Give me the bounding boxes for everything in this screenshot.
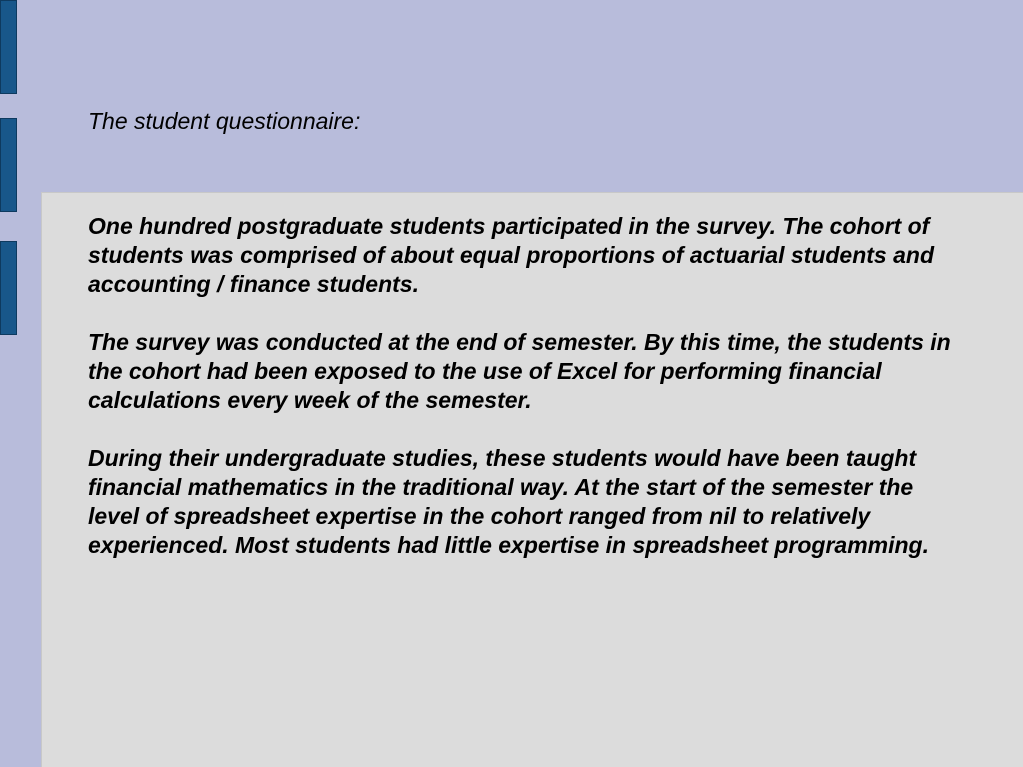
slide-body — [88, 212, 958, 589]
accent-bar-bottom — [0, 241, 17, 335]
slide-title: The student questionnaire: — [88, 108, 361, 134]
accent-bar-top — [0, 0, 17, 94]
paragraph-student-background: During their undergraduate studies, these students would have been taught financial mathematics in the traditional way. At the start of the semester the level of spreadsheet expertise in the cohort ranged from nil to relatively experienced. Most students had little expertise in spreadsheet programming. — [88, 445, 929, 558]
accent-bar-middle — [0, 118, 17, 212]
paragraph-survey-participants: One hundred postgraduate students participated in the survey. The cohort of students was comprised of about equal proportions of actuarial students and accounting / finance students. — [88, 213, 934, 297]
paragraph-survey-timing: The survey was conducted at the end of semester. By this time, the students in the cohort had been exposed to the use of Excel for performing financial calculations every week of the semester. — [88, 329, 951, 413]
